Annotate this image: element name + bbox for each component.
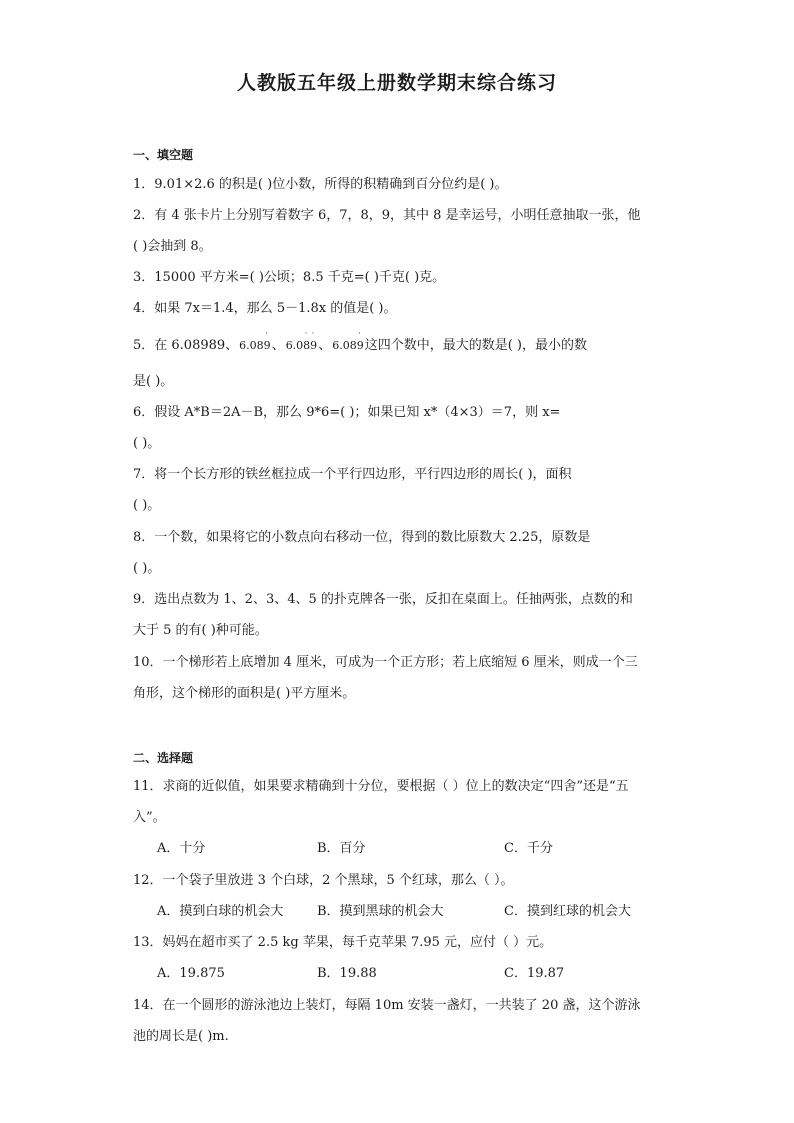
section-heading-multiple-choice: 二、选择题 <box>133 751 194 765</box>
question-12-options <box>157 900 717 920</box>
question-14-line-1: 14．在一个圆形的游泳池边上装灯，每隔 10m 安装一盏灯，一共装了 20 盏，这个游泳 <box>133 998 641 1013</box>
repeat-dot-icon: · <box>311 329 315 338</box>
question-10-line-1: 10．一个梯形若上底增加 4 厘米，可成为一个正方形；若上底缩短 6 厘米，则成一个三 <box>133 655 638 670</box>
question-2-line-1: 2．有 4 张卡片上分别写着数字 6，7，8，9，其中 8 是幸运号，小明任意抽取一张，他 <box>133 208 641 223</box>
option-a: A．十分 <box>157 841 206 856</box>
repeating-decimal-1: · 6.089 <box>239 329 271 352</box>
question-1: 1．9.01×2.6 的积是( )位小数，所得的积精确到百分位约是( )。 <box>133 177 508 192</box>
question-14-line-2: 池的周长是( )m. <box>133 1029 229 1044</box>
question-5-line-1 <box>133 329 587 353</box>
repeat-dot-icon: · <box>265 329 268 338</box>
page-title: 人教版五年级上册数学期末综合练习 <box>236 72 557 94</box>
question-5-suffix: 这四个数中，最大的数是( )，最小的数 <box>364 338 587 353</box>
option-c: C．千分 <box>504 841 553 856</box>
repeat-dot-icon: · <box>304 329 308 338</box>
separator: 、 <box>318 338 332 353</box>
option-b: B．摸到黑球的机会大 <box>317 904 444 919</box>
separator: 、 <box>271 338 285 353</box>
option-a: A．摸到白球的机会大 <box>157 904 284 919</box>
repeat-dot-icon: · <box>358 329 361 338</box>
question-9-line-1: 9．选出点数为 1、2、3、4、5 的扑克牌各一张，反扣在桌面上。任抽两张，点数的和 <box>133 592 633 607</box>
question-11-line-2: 入”。 <box>133 810 166 825</box>
question-6-line-1: 6．假设 A*B＝2A－B，那么 9*6=( )；如果已知 x*（4×3）＝7，则 x= <box>133 405 561 420</box>
question-10-line-2: 角形，这个梯形的面积是( )平方厘米。 <box>133 686 356 701</box>
question-2-line-2: ( )会抽到 8。 <box>133 239 212 254</box>
question-8-line-1: 8．一个数，如果将它的小数点向右移动一位，得到的数比原数大 2.25，原数是 <box>133 530 591 545</box>
question-5-line-2: 是( )。 <box>133 374 174 389</box>
section-heading-fill-blank: 一、填空题 <box>133 148 194 162</box>
question-3: 3．15000 平方米=( )公顷；8.5 千克=( )千克( )克。 <box>133 270 446 285</box>
question-13: 13．妈妈在超市买了 2.5 kg 苹果，每千克苹果 7.95 元，应付（ ）元。 <box>133 935 553 950</box>
option-c: C．19.87 <box>504 966 565 981</box>
question-4: 4．如果 7x＝1.4，那么 5－1.8x 的值是( )。 <box>133 301 397 316</box>
question-11-options <box>157 837 717 857</box>
question-13-options <box>157 962 717 982</box>
question-12: 12．一个袋子里放进 3 个白球，2 个黑球，5 个红球，那么（ ）。 <box>133 873 514 888</box>
question-5-prefix: 5．在 6.08989、 <box>133 338 239 353</box>
question-11-line-1: 11．求商的近似值，如果要求精确到十分位，要根据（ ）位上的数决定“四舍”还是“五 <box>133 779 629 794</box>
question-6-line-2: ( )。 <box>133 436 161 451</box>
option-c: C．摸到红球的机会大 <box>504 904 631 919</box>
question-7-line-1: 7．将一个长方形的铁丝框拉成一个平行四边形，平行四边形的周长( )，面积 <box>133 467 572 482</box>
question-9-line-2: 大于 5 的有( )种可能。 <box>133 623 268 638</box>
option-a: A．19.875 <box>157 966 225 981</box>
option-b: B．百分 <box>317 841 366 856</box>
question-7-line-2: ( )。 <box>133 498 161 513</box>
option-b: B．19.88 <box>317 966 377 981</box>
repeating-decimal-3: · 6.089 <box>332 329 364 352</box>
repeating-decimal-2: · · 6.089 <box>285 329 318 352</box>
question-8-line-2: ( )。 <box>133 561 161 576</box>
